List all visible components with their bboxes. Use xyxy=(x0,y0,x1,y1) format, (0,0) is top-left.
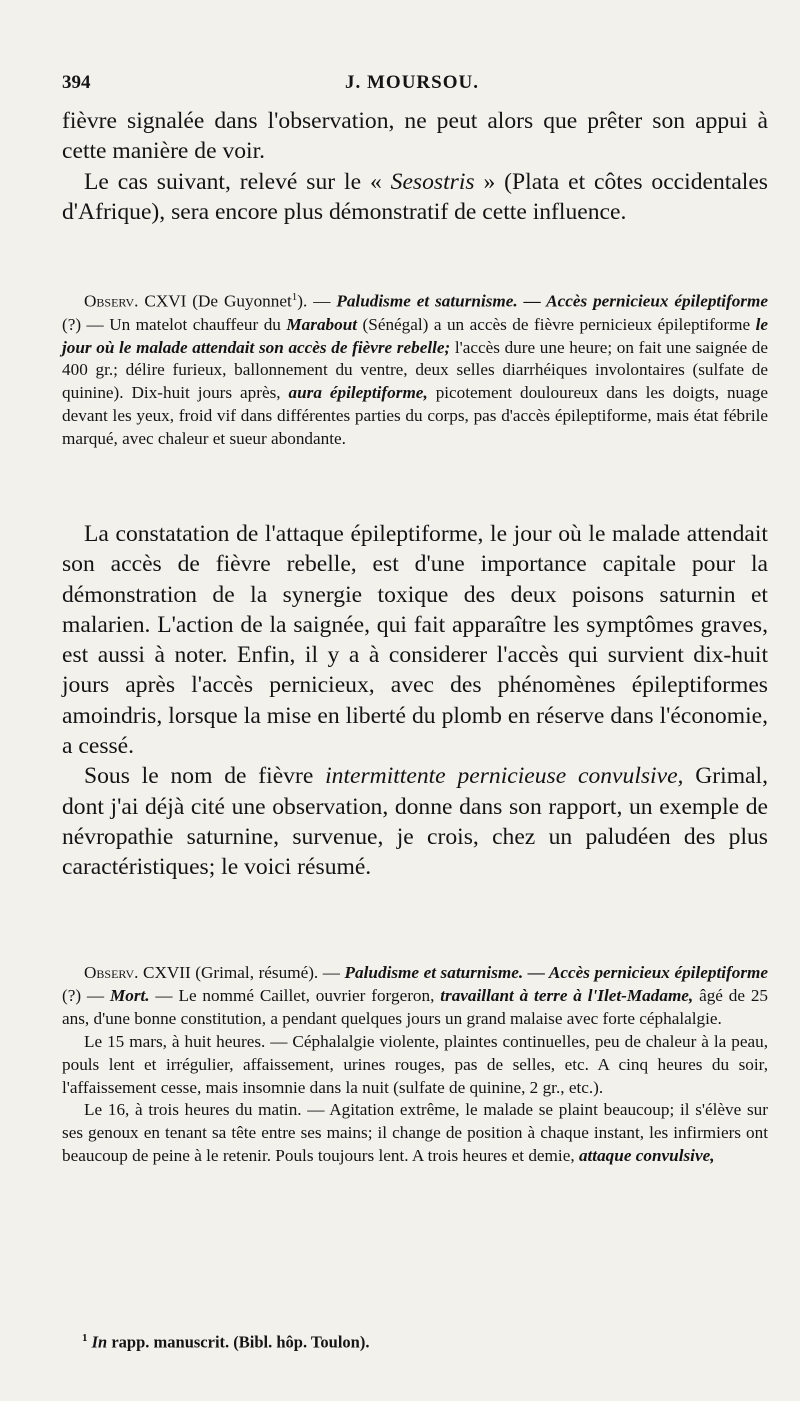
opening-text xyxy=(62,106,768,227)
observation-title: Paludisme et saturnisme. — Accès pernicieux épileptiforme xyxy=(344,963,769,982)
footnote: $^1$ In rapp. manuscrit. (Bibl. hôp. Toulon). xyxy=(82,1332,370,1352)
paragraph: La constatation de l'attaque épileptiforme, le jour où le malade attendait son accès de fièvre rebelle, est d'une importance capitale pour la démonstration de la synergie toxique des deux poisons saturnin et malarien. L'action de la saignée, qui fait apparaître les symptômes graves, est aussi à noter. Enfin, il y a à considerer l'accès qui survient dix-huit jours après l'accès pernicieux, avec des phénomènes épileptiformes amoindris, lorsque la mise en liberté du plomb en réserve dans l'économie, a cessé. xyxy=(62,521,768,760)
observation-text: Observ. CXVI (De Guyonnet$^1$). — Paludisme et saturnisme. — Accès pernicieux épileptiforme (?) — Un matelot chauffeur du Marabout (Sénégal) a un accès de fièvre pernicieux épileptiforme le jour où le malade attendait son accès de fièvre rebelle; l'accès dure une heure; on fait une saignée de 400 gr.; délire furieux, ballonnement du ventre, deux selles diarrhéiques involontaires (sulfate de quinine). Dix-huit jours après, aura épileptiforme, picotement douloureux dans les doigts, nuage devant les yeux, froid vif dans différentes parties du corps, pas d'accès épileptiforme, mais état fébrile marqué, avec chaleur et sueur abondante. xyxy=(62,291,769,449)
footnote-reference: 1 xyxy=(291,291,298,303)
observation-text: Le 16, à trois heures du matin. — Agitation extrême, le malade se plaint beaucoup; il s'élève sur ses genoux en tenant sa tête entre ses mains; il change de position à chaque instant, les infirmiers ont beaucoup de peine à le retenir. Pouls toujours lent. A trois heures et demie, attaque convulsive, xyxy=(62,1100,768,1166)
observation-cxvi xyxy=(62,286,768,451)
footnote-mark: 1 xyxy=(82,1332,88,1344)
running-head: J. MOURSOU. xyxy=(345,72,479,93)
ship-name: Marabout xyxy=(286,314,358,334)
observation-text: Observ. CXVII (Grimal, résumé). — Paludisme et saturnisme. — Accès pernicieux épileptiforme (?) — Mort. — Le nommé Caillet, ouvrier forgeron, travaillant à terre à l'Ilet-Madame, âgé de 25 ans, d'une bonne constitution, a pendant quelques jours un grand malaise avec forte céphalalgie. xyxy=(62,963,769,1028)
paragraph: Le cas suivant, relevé sur le « Sesostris » (Plata et côtes occidentales d'Afrique), sera encore plus démonstratif de cette influence. xyxy=(62,168,768,225)
page-number: 394 xyxy=(62,72,91,93)
observation-text: Le 15 mars, à huit heures. — Céphalalgie violente, plaintes continuelles, peu de chaleur à la peau, pouls lent et irrégulier, affaissement, urines rouges, pas de selles, etc. A cinq heures du soir, l'affaissement cesse, mais insomnie dans la nuit (sulfate de quinine, 2 gr., etc.). xyxy=(62,1031,768,1097)
ship-name: Sesostris xyxy=(390,168,475,195)
commentary-text xyxy=(62,519,768,883)
observation-label: Observ. CXVII xyxy=(84,963,191,982)
paragraph: fièvre signalée dans l'observation, ne peut alors que prêter son appui à cette manière de voir. xyxy=(62,108,768,165)
paragraph: Sous le nom de fièvre intermittente pernicieuse convulsive, Grimal, dont j'ai déjà cité une observation, donne dans son rapport, un exemple de névropathie saturnine, survenue, je crois, chez un paludéen des plus caractéristiques; le voici résumé. xyxy=(62,763,768,881)
page-header xyxy=(62,72,762,98)
observation-cxvii xyxy=(62,962,768,1168)
observation-label: Observ. CXVI xyxy=(84,291,187,311)
observation-title: Paludisme et saturnisme. — Accès pernicieux épileptiforme xyxy=(336,291,768,311)
